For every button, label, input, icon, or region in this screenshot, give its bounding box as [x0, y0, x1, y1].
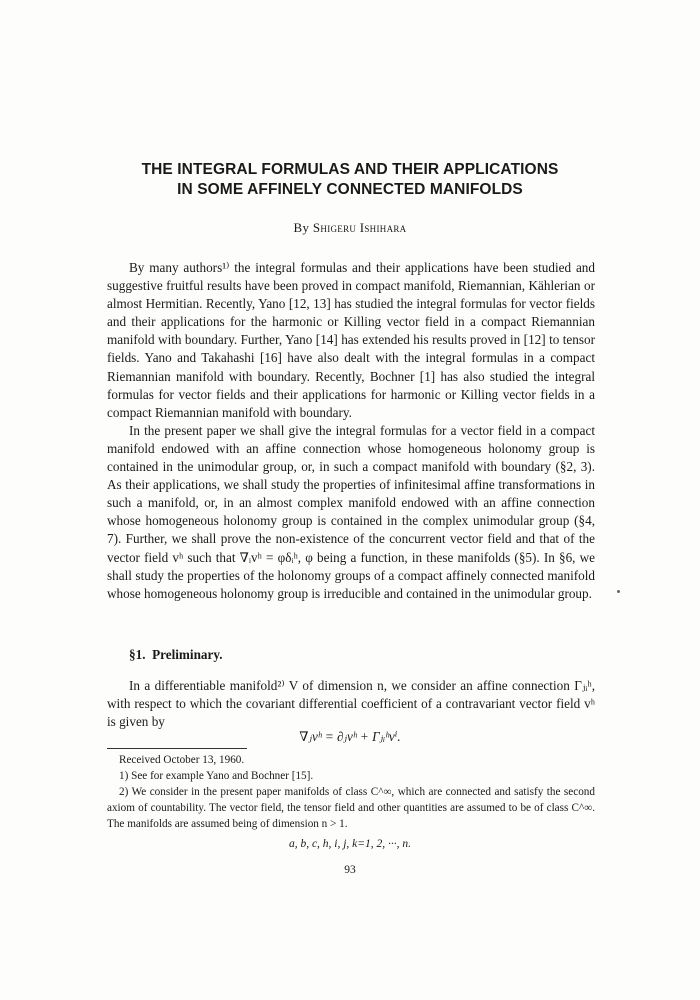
index-range: a, b, c, h, i, j, k=1, 2, ···, n. — [288, 838, 412, 850]
author-name: Shigeru Ishihara — [312, 220, 407, 235]
intro-text — [107, 259, 595, 603]
author-by: By — [293, 220, 310, 235]
title-line-2: IN SOME AFFINELY CONNECTED MANIFOLDS — [177, 181, 523, 198]
footnote-rule — [107, 748, 247, 749]
footnote-2: 2) We consider in the present paper manifolds of class C^∞, which are connected and satisfy the second axiom of countability. The vector field, the tensor field and other quantities are assumed to be of class C^∞. The manifolds are assumed being of dimension n > 1. — [107, 786, 595, 830]
received-date: Received October 13, 1960. — [119, 754, 245, 766]
section-number: §1. — [129, 647, 146, 662]
stray-mark — [617, 590, 620, 593]
author-line — [60, 220, 640, 236]
display-equation: ∇ⱼvʰ = ∂ⱼvʰ + Γⱼᵢʰvⁱ. — [299, 729, 401, 744]
footnote-1: 1) See for example Yano and Bochner [15]. — [119, 770, 314, 782]
footnotes — [107, 752, 595, 832]
paper-title — [60, 160, 640, 200]
page-number: 93 — [344, 864, 356, 876]
section-text — [107, 677, 595, 731]
paragraph-2: In the present paper we shall give the integral formulas for a vector field in a compact manifold endowed with an affine connection whose homogeneous holonomy group is contained in the unimodular group, or, in such a compact manifold with boundary (§2, 3). As their applications, we shall study the properties of infinitesimal affine transformations in such a manifold, or, in an almost complex manifold endowed with an affine connection whose homogeneous holonomy group is contained in the complex unimodular group (§4, 7). Further, we shall prove the non-existence of the concurrent vector field and that of the vector field vʰ such that ∇ᵢvʰ = φδᵢʰ, φ being a function, in these manifolds (§5). In §6, we shall study the properties of the holonomy groups of a compact affinely connected manifold whose homogeneous holonomy group is irreducible and contained in the unimodular group. — [107, 422, 595, 601]
title-line-1: THE INTEGRAL FORMULAS AND THEIR APPLICATIONS — [141, 161, 559, 178]
section-title: Preliminary. — [152, 647, 223, 662]
section-heading — [107, 647, 595, 663]
paragraph-1: By many authors¹⁾ the integral formulas and their applications have been studied and suggestive fruitful results have been proved in compact manifold, Riemannian, Kählerian or almost Hermitian. Recently, Yano [12, 13] has studied the integral formulas for vector fields and their applications for the harmonic or Killing vector field in a compact Riemannian manifold with boundary. Further, Yano [14] has extended his results proved in [12] to tensor fields. Yano and Takahashi [16] have also dealt with the integral formulas in a compact Riemannian manifold with boundary. Recently, Bochner [1] has also studied the integral formulas for vector fields and their applications for harmonic or Killing vector fields in a compact Riemannian manifold with boundary. — [107, 260, 595, 420]
section-paragraph: In a differentiable manifold²⁾ V of dimension n, we consider an affine connection Γⱼᵢʰ, with respect to which the covariant differential coefficient of a contravariant vector field vʰ is given by — [107, 678, 595, 730]
